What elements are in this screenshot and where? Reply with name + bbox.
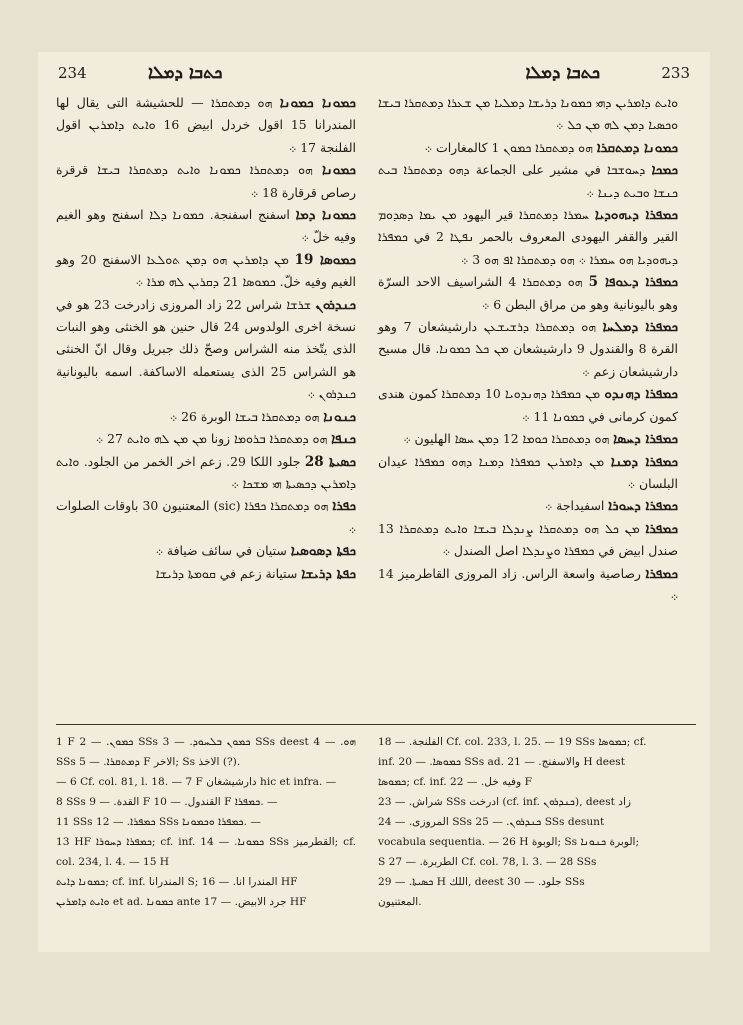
entry-headword: ܟܡܟܐ	[651, 162, 678, 179]
footnote-line: المعتنيون.	[378, 896, 422, 908]
footnote-divider	[56, 724, 696, 725]
entry-text: ستيانة زعم في ܩܘܡܬܐ ܕܪܝܫܐ	[155, 565, 298, 581]
entry-headword: ܟܦܪܐ	[332, 498, 356, 515]
entry-text: ܗܘ ܕܡܬܩܪܐ — للحشيشة التى يقال لها المندرانا 15 اقول خردل ابيض 16 ܘܐܝܬ ܕܐܡܪܝܢ اقول الفلنجة 17 ܀	[56, 95, 356, 155]
lexicon-entry	[378, 137, 678, 159]
entry-headword: ܟܡܦܪܐ	[645, 565, 678, 582]
entry-headword: ܟܡܦܪܐ ܕܡܢܐ	[610, 453, 678, 470]
entry-text: ܫܪܫܐ شراس 22 زاد المروزى زادرخت 23 هو في نسخة اخرى الولدوس 24 قال حنين هو الخنثى وهو النبات الذى يتّخذ منه الشراس وصحّ ذلك جبريل وقال انّ الخنثى هو الشراس 25 الذى يستعمله الاساكفة. اسمه باليونانية ܟܢܕܪܘܢ ܀	[56, 296, 356, 402]
footnote-line: vocabula sequentia. — 26 H الوبوة; Ss الوبرة ܟܢܘܢܐ;	[378, 836, 640, 848]
lexicon-entry	[378, 271, 678, 316]
entry-text: ستيان في سائف ضيافة ܀	[155, 543, 287, 559]
footnotes-right	[378, 732, 678, 912]
footnote-line: ܘܐܝܬ ܕܐܡܪܝܢ et ad. ܟܡܘܢܐ ante جرد الابيض. — 17 HF	[56, 896, 307, 908]
entry-headword: ܟܡܘܣܐ 19	[294, 251, 356, 268]
entry-headword: ܟܡܘܢܐ ܟܡܘܢܐ	[279, 95, 356, 111]
entry-text: اسفنج اسفنجة. ܟܡܘܢܐ ܕܠܐ اسفنج وهو الغيم وفيه خلّ ܀	[56, 207, 356, 245]
entry-text: اسفيداجة ܀	[544, 498, 605, 514]
entry-headword: ܟܡܦܪܐ ܕܝܗܘܕܝܐ	[594, 207, 678, 224]
footnote-line: شراش. — 23 SSs ادرخت (cf. inf. ܟܢܕܪܘܢ), deest زاد	[378, 796, 632, 808]
right-column	[378, 92, 678, 607]
entry-text: ܗܘ ܕܡܬܩܪܐ ܒܪܘܡܐ زونا ܡܢ ܡܢ ܠܗ ܘܐܝܬ 27 ܀	[95, 431, 328, 447]
entry-headword: ܟܡܦܪܐ	[645, 520, 678, 537]
entry-text: ܡܢ ܟܡܦܪܐ ܕܗܢܕܘܝܐ 10 ܕܡܬܩܪܐ كمون هندى كمون كرمانى في ܟܡܘܢܐ 11 ܀	[378, 386, 678, 424]
footnote-line: — 6 Cf. col. 81, l. 18. — 7 F دارشيشغان hic et infra. —	[56, 776, 337, 788]
footnote-line: inf. ܟܡܘܣܐ. — 20 SSs ad. والاسفنج. — 21 H deest	[378, 756, 625, 768]
page-number-right: 233	[661, 64, 690, 82]
lexicon-entry	[56, 563, 356, 585]
entry-text: جلود اللكا 29. زعم اخر الخمر من الجلود. ܘܐܝܬ ܕܐܡܪܝܢ ܕܟܣܝܬܐ ܗܝ ܡܫܟܐ ܀	[56, 453, 356, 491]
entry-headword: ܟܡܦܪܐ ܕܡܠܚܐ	[602, 319, 678, 336]
entry-headword: ܟܦܬܐ ܕܣܘܣܝܐ	[290, 543, 356, 560]
lexicon-entry	[378, 316, 678, 383]
entry-text: ܘܐܝܬ ܕܐܡܪܝܢ ܕܗܝ ܟܡܘܢܐ ܕܪܝܫܐ ܕܡܠܝܐ ܡܢ ܫܥܪܐ ܕܡܬܩܪܐ ܒܝܫܐ ܘܟܣܝܐ ܕܡܢ ܠܗ ܡܢ ܟܠ ܀	[378, 95, 678, 133]
footnote-line: S الطربرة. — 27 Cf. col. 78, l. 3. — 28 SSs	[378, 856, 597, 868]
entry-text: ܗܘ ܕܡܬܩܪܐ ܟܡܘܢ 1 كالمغارات ܀	[424, 139, 593, 155]
lexicon-entry	[378, 204, 678, 271]
entry-text: رصاصية واسعة الراس. زاد المروزى القاطرميز 14 ܀	[378, 565, 678, 603]
lexicon-entry	[56, 428, 356, 450]
entry-headword: ܟܡܦܪܐ ܕܚܣܐ	[613, 431, 678, 448]
lexicon-entry	[378, 159, 678, 204]
entry-text: ܗܘ ܕܡܬܩܪܐ ܟܡܘܢܐ ܘܐܝܬ ܕܡܬܩܪܐ ܒܝܫܐ قرقرة رصاص قرقارة 18 ܀	[56, 162, 356, 200]
lexicon-entry	[56, 159, 356, 204]
footnote-line: 11 SSs ܟܡܦܪܐ. — 12 SSs ܟܡܦܪܐ ܘܟܡܘܢܐ. —	[56, 816, 261, 828]
footnote-line: 13 HF ܟܡܦܪܐ ܕܚܘܪܐ; cf. inf. ܟܡܘܢܐ. — 14 SSs القطرميز; cf. col. 234, l. 4. — 15 H	[56, 836, 357, 868]
lexicon-entry	[56, 451, 356, 496]
entry-headword: ܟܡܦܪܐ ܕܚܘܪܐ	[608, 498, 678, 515]
lexicon-entry	[378, 518, 678, 563]
entry-text: ܡܢ ܕܐܡܪܝܢ ܗܘ ܕܡܢ ܬܘܠܥܐ الاسفنج 20 وهو الغيم وفيه خلّ. ܟܡܘܣܐ 21 ܕܩܪܝܢ ܠܗ ܡܪܐ ܀	[56, 251, 356, 290]
footnote-line: ܟܣܝܬܐ. — 29 H اللك, deest جلود. — 30 SSs	[378, 876, 585, 888]
lexicon-entry	[56, 249, 356, 294]
lexicon-entry	[56, 406, 356, 428]
lexicon-entry	[378, 428, 678, 450]
entry-text: ܡܢ ܟܠ ܗܘ ܕܡܬܩܪܐ ܨܢܕܠܐ ܒܝܫܐ ܘܐܝܬ ܕܡܬܩܪܐ 13 صندل ابيض في ܟܡܦܪܐ ܘܨܢܕܠܐ اصل الصندل ܀	[378, 520, 678, 559]
footnote-line: 8 SSs القدة. — 9 F القندول. — 10 F ܟܡܦܪܐ. —	[56, 796, 278, 808]
entry-text: ܗܘ ܕܡܬܩܪܐ ܒܝܫܐ الوبرة 26 ܀	[169, 408, 320, 424]
entry-headword: ܟܦܬܐ ܕܪܝܫܐ	[301, 565, 356, 582]
entry-text: ܗܘ ܕܡܬܩܪܐ ܟܘܡܐ 12 ܕܡܢ ܚܣܐ الهليون ܀	[403, 431, 610, 447]
lexicon-entry	[378, 383, 678, 428]
lexicon-entry	[378, 495, 678, 517]
entry-headword: ܟܡܦܪܐ ܕܥܘܦܐ 5	[588, 274, 678, 291]
entry-headword: ܟܢܘܢܐ	[323, 408, 356, 425]
left-column	[56, 92, 356, 585]
entry-text: ܗܘ ܕܡܬܩܪܐ 4 الشراسيف الاحد السرّة وهو باليونانية وهو من مراق البطن 6 ܀	[378, 274, 678, 312]
footnote-line: الفلنجة. — 18 Cf. col. 233, l. 25. — 19 SSs ܟܡܘܣܐ; cf.	[378, 736, 647, 748]
lexicon-entry	[56, 294, 356, 406]
entry-headword: ܟܢܕܪܘܢ	[315, 296, 356, 313]
entry-text: ܡܢ ܕܐܡܪܝܢ ܟܡܦܪܐ ܕܡܢܐ ܕܗܘ ܟܡܦܪܐ عيدان البلسان ܀	[378, 453, 678, 491]
lexicon-entry	[56, 540, 356, 562]
entry-text: ܕܚܘܫܒܐ في مشير على الجماعة ܕܗܘ ܕܡܬܩܪܐ ܒܝܬ ܟܢܫܐ ܘܒܝܬ ܕܝܢܐ ܀	[378, 162, 678, 200]
page-number-left: 234	[58, 64, 87, 82]
book-page	[38, 52, 710, 952]
lexicon-entry	[378, 451, 678, 496]
entry-headword: ܟܡܘܢܐ ܕܡܐ	[295, 207, 356, 224]
entry-headword: ܟܡܘܢܐ	[321, 162, 356, 179]
running-title-right: ܟܬܒܐ ܕܡܠܐ	[525, 63, 600, 83]
lexicon-entry	[56, 495, 356, 540]
entry-headword: ܟܣܝܬܐ 28	[304, 453, 356, 470]
entry-headword: ܟܡܘܢܐ ܕܡܬܩܪܐ	[596, 139, 678, 156]
entry-text: ܚܡܪܐ ܕܡܬܩܪܐ قير اليهود ܡܢ ܝܡܐ ܕܣܕܘܡ القير والقفر اليهودى المعروف بالحمر ܢܦܛܐ 2 في ܟܡܦܪܐ ܕܝܗܘܕܝܐ ܗܘ ܚܡܪܐ ܀ ܗܘ ܕܡܬܩܪܐ ܐܦ ܗܘ 3 ܀	[378, 207, 678, 267]
lexicon-entry	[56, 92, 356, 159]
footnote-line: ܟܡܘܣܐ; cf. inf. وفيه خل. — 22 F	[378, 776, 532, 788]
footnote-line: ܟܡܘܢܐ ܕܐܝܬ; cf. inf. المندرانا S; المندرا انا. — 16 HF	[56, 876, 298, 888]
entry-text: ܗܘ ܕܡܬܩܪܐ ܟܦܪܐ (sic) المعتنيون 30 باوقات الصلوات ܀	[56, 498, 356, 536]
lexicon-entry	[378, 563, 678, 608]
footnote-line: 1 F ܟܡܘܢ. — 2 SSs ܟܡܘܢ ܒܠܚܘܕ. — 3 SSs deest ܗܘ. — 4 SSs ܕܡܬܩܪܐ. — 5 F الاخر; Ss الاخذ (?).	[56, 736, 357, 768]
lexicon-entry	[56, 204, 356, 249]
entry-text: ܗܘ ܕܡܬܩܪܐ ܕܪܫܝܫܥܢ دارشيشعان 7 وهو القرة 8 والقندول 9 دارشيشعان ܡܢ ܟܠ ܟܡܘܢܐ. قال مسيح دارشيشعان زعم ܀	[378, 319, 678, 379]
footnotes-left	[56, 732, 356, 912]
entry-headword: ܟܡܦܪܐ ܕܗܢܕܘ	[604, 386, 678, 403]
lexicon-entry	[378, 92, 678, 137]
footnote-line: المروزى. — 24 SSs ܟܢܕܪܘܢ. — 25 SSs desunt	[378, 816, 605, 828]
running-header	[38, 60, 710, 90]
entry-headword: ܟܢܦܐ	[331, 431, 356, 448]
running-title-left: ܟܬܒܐ ܕܡܠܐ	[148, 63, 223, 83]
